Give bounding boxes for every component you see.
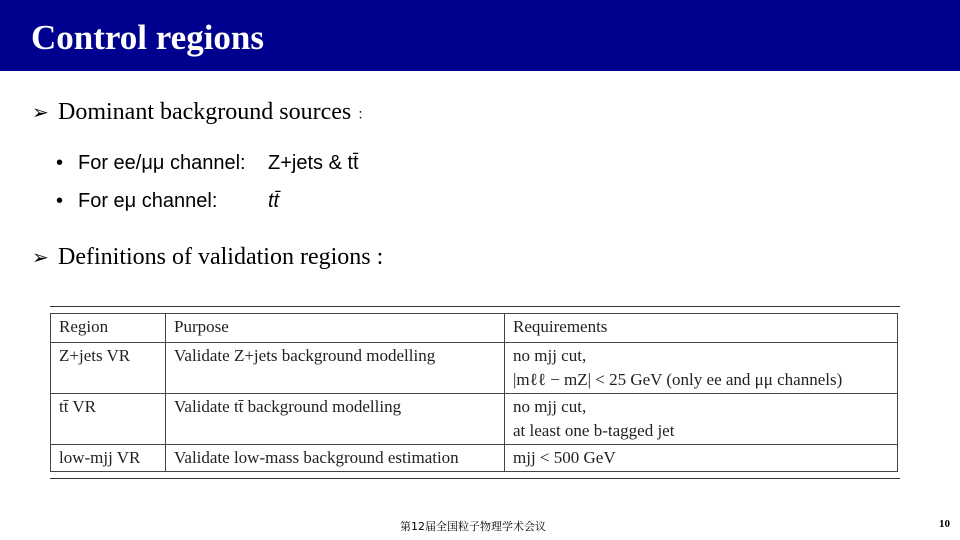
sub-item-value: Z+jets & tt̄	[268, 152, 359, 174]
arrow-bullet-icon: ➢	[32, 100, 49, 124]
page-number: 10	[939, 518, 950, 530]
table-row	[51, 394, 898, 445]
dot-bullet-icon: •	[56, 152, 64, 174]
sub-item-label: For ee/μμ channel:	[78, 152, 246, 174]
bullet-text: Dominant background sources	[58, 99, 352, 125]
footer-conference: 第12届全国粒子物理学术会议	[400, 520, 546, 533]
bullet-text: Definitions of validation regions :	[58, 244, 384, 270]
table-row	[51, 343, 898, 394]
table-header-row	[51, 314, 898, 343]
bullet-dominant-background	[32, 97, 371, 131]
title-bar	[0, 0, 960, 71]
list-item	[56, 184, 359, 222]
table-row	[51, 445, 898, 472]
column-header: Purpose	[166, 314, 505, 343]
sub-list	[56, 146, 359, 222]
requirement-line: |mℓℓ − mZ| < 25 GeV (only ee and μμ channels)	[513, 370, 843, 389]
column-header: Requirements	[505, 314, 898, 343]
purpose-cell: Validate Z+jets background modelling	[166, 343, 505, 394]
requirement-line: no mjj cut,	[513, 397, 587, 416]
bullet-validation-regions	[32, 242, 383, 272]
requirement-line: mjj < 500 GeV	[513, 448, 616, 467]
dot-bullet-icon: •	[56, 190, 64, 212]
requirements-cell	[505, 445, 898, 472]
region-cell: tt̄ VR	[51, 394, 166, 445]
table-bottom-rule	[50, 472, 900, 479]
region-cell: Z+jets VR	[51, 343, 166, 394]
slide-title: Control regions	[31, 18, 265, 57]
requirements-cell	[505, 343, 898, 394]
list-item	[56, 146, 359, 184]
bullet-suffix: ：	[357, 108, 372, 123]
requirement-line: at least one b-tagged jet	[513, 421, 675, 440]
requirements-cell	[505, 394, 898, 445]
validation-regions-table	[50, 306, 900, 479]
arrow-bullet-icon: ➢	[32, 245, 49, 269]
requirement-line: no mjj cut,	[513, 346, 587, 365]
purpose-cell: Validate tt̄ background modelling	[166, 394, 505, 445]
sub-item-label: For eμ channel:	[78, 190, 218, 212]
column-header: Region	[51, 314, 166, 343]
region-cell: low-mjj VR	[51, 445, 166, 472]
purpose-cell: Validate low-mass background estimation	[166, 445, 505, 472]
sub-item-value: tt̄	[268, 190, 280, 212]
